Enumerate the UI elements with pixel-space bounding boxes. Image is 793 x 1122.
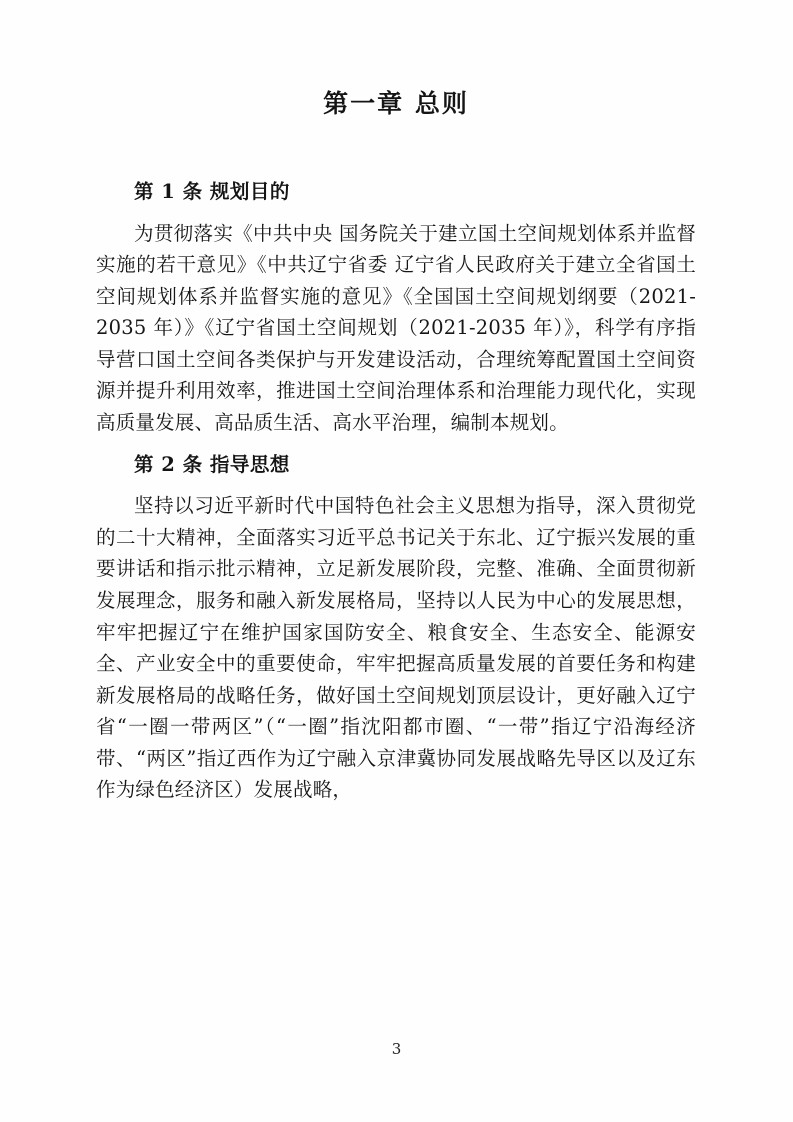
section-heading-article-1: 第 1 条 规划目的 <box>134 180 290 203</box>
page-content <box>96 84 696 816</box>
section-paragraph-article-2: 坚持以习近平新时代中国特色社会主义思想为指导，深入贯彻党的二十大精神，全面落实习近平总书记关于东北、辽宁振兴发展的重要讲话和指示批示精神，立足新发展阶段，完整、准确、全面贯彻新发展理念，服务和融入新发展格局，坚持以人民为中心的发展思想，牢牢把握辽宁在维护国家国防安全、粮食安全、生态安全、能源安全、产业安全中的重要使命，牢牢把握高质量发展的首要任务和构建新发展格局的战略任务，做好国土空间规划顶层设计，更好融入辽宁省“一圈一带两区”（“一圈”指沈阳都市圈、“一带”指辽宁沿海经济带、“两区”指辽西作为辽宁融入京津冀协同发展战略先导区以及辽东作为绿色经济区）发展战略， <box>96 494 696 802</box>
page-number: 3 <box>391 1040 402 1058</box>
section-paragraph-article-1: 为贯彻落实《中共中央 国务院关于建立国土空间规划体系并监督实施的若干意见》《中共辽宁省委 辽宁省人民政府关于建立全省国土空间规划体系并监督实施的意见》《全国国土空间规划纲要（2021-2035 年）》《辽宁省国土空间规划（2021-2035 年）》，科学有序指导营口国土空间各类保护与开发建设活动，合理统筹配置国土空间资源并提升利用效率，推进国土空间治理体系和治理能力现代化，实现高质量发展、高品质生活、高水平治理，编制本规划。 <box>96 221 696 435</box>
section-heading-article-2: 第 2 条 指导思想 <box>134 452 290 476</box>
page-title: 第一章 总则 <box>323 89 469 118</box>
